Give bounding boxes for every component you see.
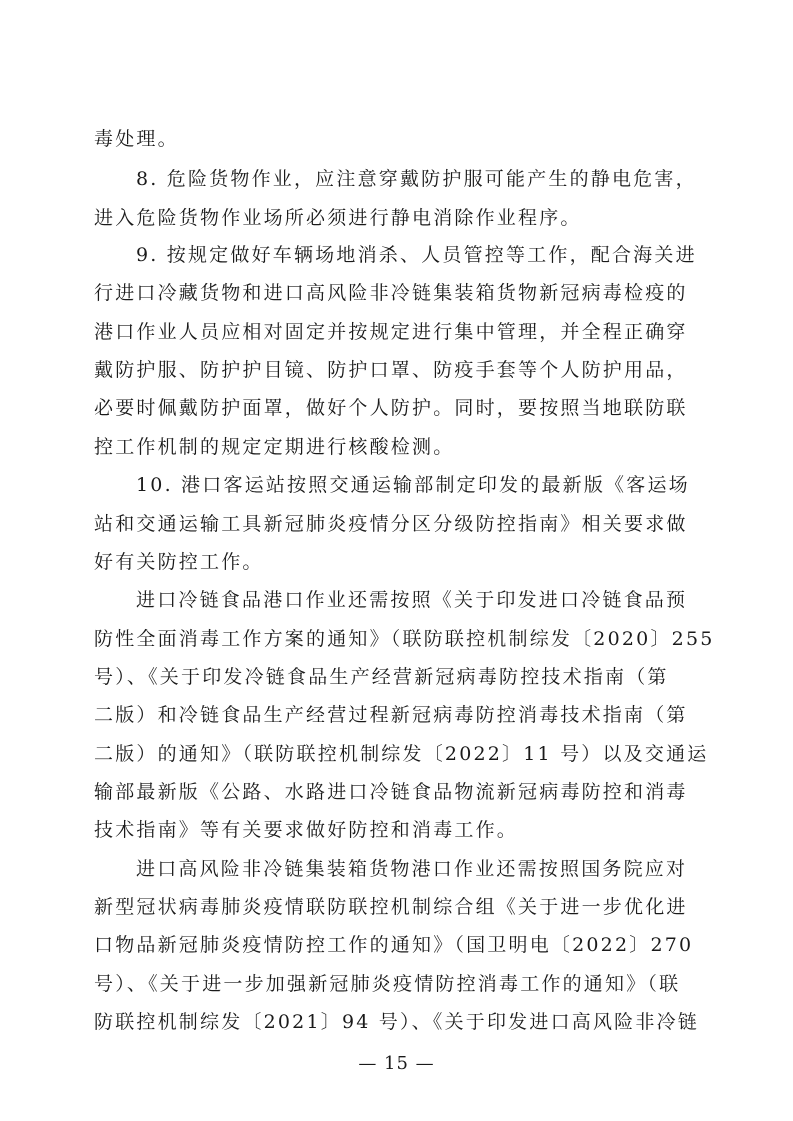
text-line-24: 防联控机制综发〔2021〕94 号）、《关于印发进口高风险非冷链 (94, 1011, 699, 1033)
text-line-22: 口物品新冠肺炎疫情防控工作的通知》（国卫明电〔2022〕270 (94, 934, 694, 956)
text-line-8: 必要时佩戴防护面罩，做好个人防护。同时，要按照当地联防联 (94, 397, 688, 419)
text-line-16: 二版）和冷链食品生产经营过程新冠病毒防控消毒技术指南（第 (94, 704, 688, 726)
text-line-15: 号）、《关于印发冷链食品生产经营新冠病毒防控技术指南（第 (94, 666, 669, 688)
text-line-14: 防性全面消毒工作方案的通知》（联防联控机制综发〔2020〕255 (94, 628, 715, 650)
text-line-17: 二版）的通知》（联防联控机制综发〔2022〕11 号）以及交通运 (94, 743, 709, 765)
text-line-13: 进口冷链食品港口作业还需按照《关于印发进口冷链食品预 (136, 589, 688, 611)
text-line-9: 控工作机制的规定定期进行核酸检测。 (94, 436, 455, 458)
text-line-11: 站和交通运输工具新冠肺炎疫情分区分级防控指南》相关要求做 (94, 513, 688, 535)
text-line-3: 进入危险货物作业场所必须进行静电消除作业程序。 (94, 207, 582, 229)
text-line-10: 10. 港口客运站按照交通运输部制定印发的最新版《客运场 (136, 474, 690, 496)
text-line-20: 进口高风险非冷链集装箱货物港口作业还需按照国务院应对 (136, 858, 688, 880)
page-number: — 15 — (358, 1053, 435, 1074)
text-line-19: 技术指南》等有关要求做好防控和消毒工作。 (94, 819, 519, 841)
text-line-7: 戴防护服、防护护目镜、防护口罩、防疫手套等个人防护用品， (94, 359, 688, 381)
text-line-18: 输部最新版《公路、水路进口冷链食品物流新冠病毒防控和消毒 (94, 781, 688, 803)
text-line-21: 新型冠状病毒肺炎疫情联防联控机制综合组《关于进一步优化进 (94, 896, 688, 918)
text-line-4: 9. 按规定做好车辆场地消杀、人员管控等工作，配合海关进 (136, 244, 697, 266)
text-line-12: 好有关防控工作。 (94, 551, 264, 573)
text-line-1: 毒处理。 (94, 128, 179, 150)
text-line-23: 号）、《关于进一步加强新冠肺炎疫情防控消毒工作的通知》（联 (94, 973, 681, 995)
text-line-5: 行进口冷藏货物和进口高风险非冷链集装箱货物新冠病毒检疫的 (94, 282, 688, 304)
text-line-2: 8. 危险货物作业，应注意穿戴防护服可能产生的静电危害， (136, 168, 697, 190)
text-line-6: 港口作业人员应相对固定并按规定进行集中管理，并全程正确穿 (94, 321, 688, 343)
